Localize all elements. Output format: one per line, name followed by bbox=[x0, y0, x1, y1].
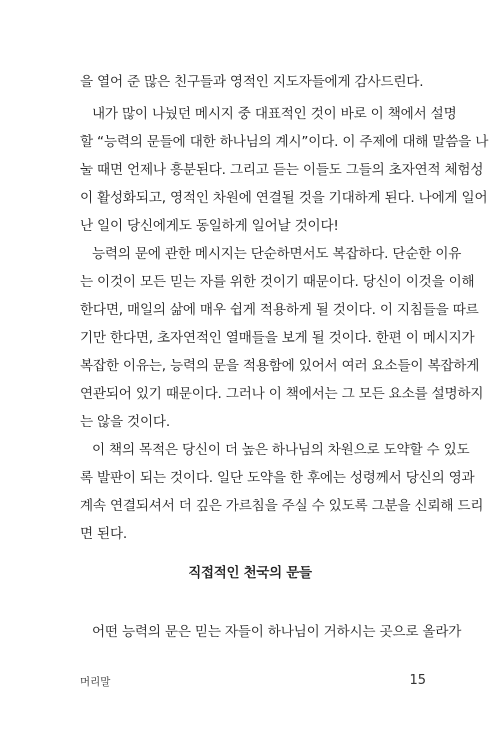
text-line: 내가 많이 나눴던 메시지 중 대표적인 것이 바로 이 책에서 설명 bbox=[92, 106, 457, 122]
running-footer-section: 머리말 bbox=[80, 676, 111, 688]
text-line: 이 활성화되고, 영적인 차원에 연결될 것을 기대하게 된다. 나에게 일어 bbox=[80, 190, 488, 206]
page-number: 15 bbox=[409, 673, 426, 688]
text-line: 눌 때면 언제나 흥분된다. 그리고 듣는 이들도 그들의 초자연적 체험성 bbox=[80, 162, 484, 178]
text-line: 복잡한 이유는, 능력의 문을 적용함에 있어서 여러 요소들이 복잡하게 bbox=[80, 358, 480, 374]
text-line: 어떤 능력의 문은 믿는 자들이 하나님이 거하시는 곳으로 올라가 bbox=[92, 624, 462, 640]
text-line: 는 않을 것이다. bbox=[80, 414, 170, 430]
text-line: 한다면, 매일의 삶에 매우 쉽게 적용하게 될 것이다. 이 지침들을 따르 bbox=[80, 302, 479, 318]
text-line: 이 책의 목적은 당신이 더 높은 하나님의 차원으로 도약할 수 있도 bbox=[92, 442, 470, 458]
text-line: 기만 한다면, 초자연적인 열매들을 보게 될 것이다. 한편 이 메시지가 bbox=[80, 330, 475, 346]
text-line: 록 발판이 되는 것이다. 일단 도약을 한 후에는 성령께서 당신의 영과 bbox=[80, 470, 475, 486]
text-line: 능력의 문에 관한 메시지는 단순하면서도 복잡하다. 단순한 이유 bbox=[92, 246, 462, 262]
section-heading: 직접적인 천국의 문들 bbox=[188, 565, 312, 581]
text-line: 면 된다. bbox=[80, 526, 128, 542]
text-line: 는 이것이 모든 믿는 자를 위한 것이기 때문이다. 당신이 이것을 이해 bbox=[80, 274, 475, 290]
text-line: 할 “능력의 문들에 대한 하나님의 계시”이다. 이 주제에 대해 말씀을 나 bbox=[80, 134, 489, 150]
text-line: 난 일이 당신에게도 동일하게 일어날 것이다! bbox=[80, 218, 339, 234]
text-line: 연관되어 있기 때문이다. 그러나 이 책에서는 그 모든 요소를 설명하지 bbox=[80, 386, 484, 402]
text-line: 계속 연결되셔서 더 깊은 가르침을 주실 수 있도록 그분을 신뢰해 드리 bbox=[80, 498, 484, 514]
text-line: 을 열어 준 많은 친구들과 영적인 지도자들에게 감사드린다. bbox=[80, 74, 424, 90]
